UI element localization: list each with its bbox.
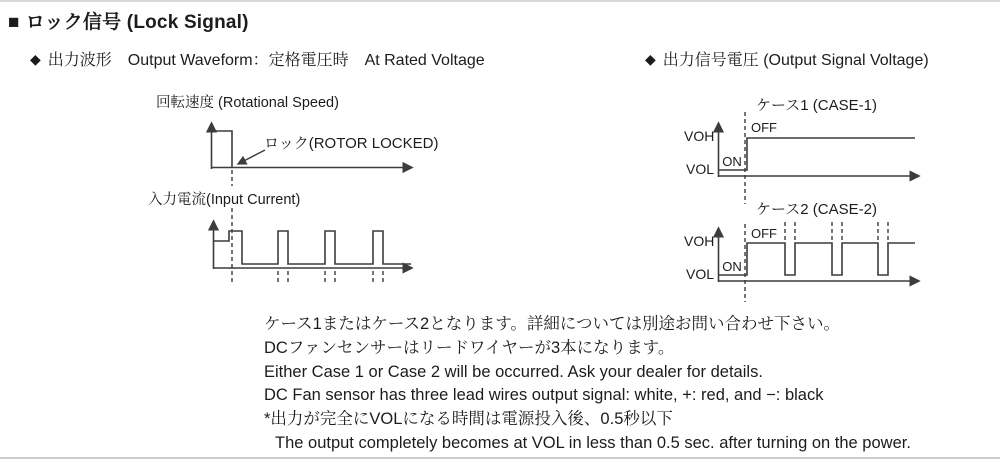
case2-title: ケース2 (CASE-2) bbox=[756, 201, 877, 218]
section-title-text: ロック信号 (Lock Signal) bbox=[25, 12, 249, 33]
diamond-icon: ◆ bbox=[30, 51, 41, 67]
note-line: ケース1またはケース2となります。詳細については別途お問い合わせ下さい。 bbox=[264, 315, 841, 333]
output-signal-voltage-heading-text: 出力信号電圧 (Output Signal Voltage) bbox=[662, 52, 929, 69]
case2-voh-label: VOH bbox=[684, 233, 715, 249]
pulse-edge-tick-dashes bbox=[278, 271, 383, 282]
note-line: Either Case 1 or Case 2 will be occurred. Ask your dealer for details. bbox=[264, 362, 763, 381]
note-line: DC Fan sensor has three lead wires output signal: white, +: red, and −: black bbox=[264, 386, 824, 405]
diamond-icon: ◆ bbox=[645, 51, 656, 67]
case2-vol-label: VOL bbox=[685, 266, 714, 282]
rotor-locked-callout: ロック(ROTOR LOCKED) bbox=[264, 135, 439, 152]
case1-voh-label: VOH bbox=[684, 128, 715, 144]
section-square-icon: ■ bbox=[8, 12, 20, 33]
notes-block bbox=[264, 313, 911, 456]
speed-pulse-waveform bbox=[212, 131, 233, 167]
callout-leader-arrow bbox=[238, 150, 265, 164]
note-line: *出力が完全にVOLになる時間は電源投入後、0.5秒以下 bbox=[264, 410, 673, 429]
output-waveform-heading-text: 出力波形 Output Waveform：定格電圧時 At Rated Voltage bbox=[47, 52, 485, 69]
current-waveform bbox=[214, 231, 412, 264]
case2-waveform bbox=[719, 243, 916, 275]
case1-diagram bbox=[718, 112, 919, 204]
case2-off-label: OFF bbox=[751, 226, 777, 241]
rotational-speed-label: 回転速度 (Rotational Speed) bbox=[156, 95, 339, 111]
case1-on-label: ON bbox=[722, 154, 742, 169]
note-line: DCファンセンサーはリードワイヤーが3本になります。 bbox=[264, 338, 675, 357]
case2-on-label: ON bbox=[722, 259, 742, 274]
case1-title: ケース1 (CASE-1) bbox=[756, 97, 877, 114]
case1-off-label: OFF bbox=[751, 120, 777, 135]
input-current-diagram bbox=[213, 208, 412, 285]
case2-diagram bbox=[718, 222, 919, 302]
case1-waveform bbox=[719, 138, 916, 170]
note-line: The output completely becomes at VOL in less than 0.5 sec. after turning on the power. bbox=[275, 433, 911, 452]
case1-vol-label: VOL bbox=[685, 161, 714, 177]
pulse-edge-tick-dashes bbox=[785, 222, 888, 241]
input-current-label: 入力電流(Input Current) bbox=[148, 192, 301, 208]
